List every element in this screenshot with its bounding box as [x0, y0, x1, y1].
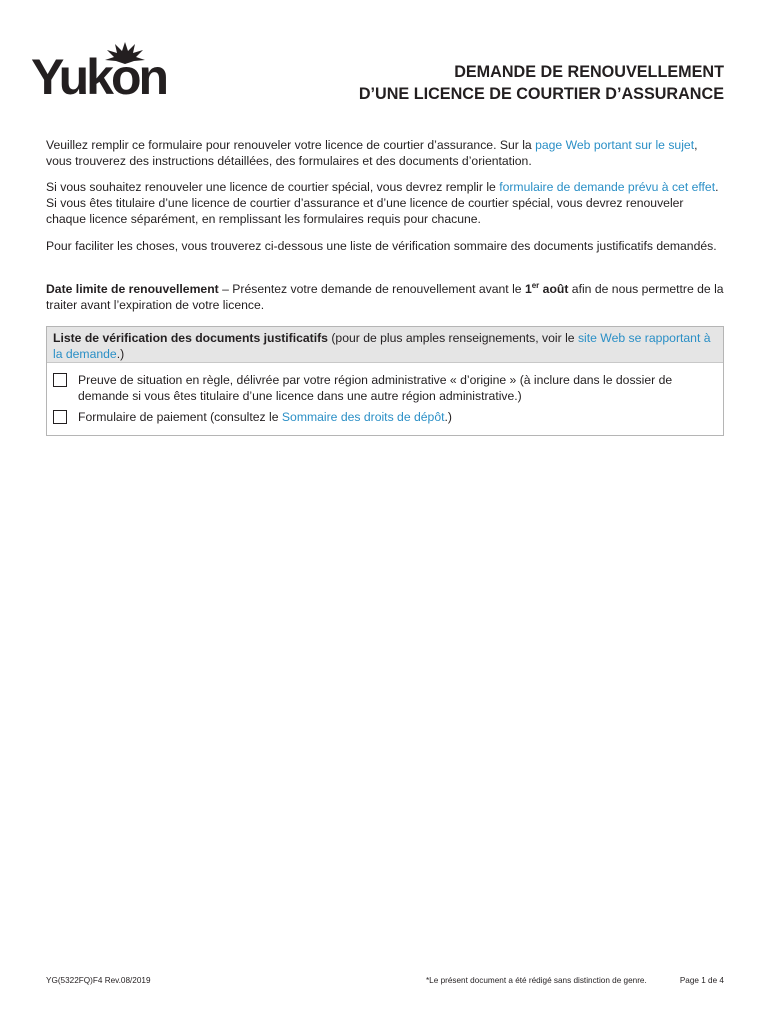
page-title: [359, 61, 724, 105]
deadline-month: août: [539, 282, 569, 296]
gender-note: *Le présent document a été rédigé sans distinction de genre.: [426, 976, 647, 985]
intro-paragraph-1: [46, 137, 726, 169]
page-number: Page 1 de 4: [679, 976, 724, 985]
p1-text-start: Veuillez remplir ce formulaire pour renouveler votre licence de courtier d’assurance. Sur la: [46, 138, 536, 152]
checklist-box: [46, 326, 724, 436]
intro-paragraph-2: [46, 179, 726, 227]
topic-webpage-link[interactable]: page Web portant sur le sujet: [535, 138, 695, 152]
p1-text-end: , vous trouverez des instructions détaillées, des formulaires et des documents d’orientation.: [46, 138, 698, 168]
payment-form-checkbox[interactable]: [53, 410, 67, 424]
logo-wordmark: Yukon: [31, 49, 167, 105]
title-line-1: DEMANDE DE RENOUVELLEMENT: [454, 63, 724, 81]
application-site-link[interactable]: site Web se rapportant à la demande: [53, 331, 711, 361]
checklist-heading: Liste de vérification des documents justificatifs: [53, 331, 328, 345]
good-standing-checkbox[interactable]: [53, 373, 67, 387]
deadline-superscript: er: [531, 280, 540, 290]
good-standing-label: Preuve de situation en règle, délivrée par votre région administrative « d’origine » (à inclure dans le dossier de demande si vous êtes titulaire d’une licence dans une autre région administrative.): [78, 373, 673, 403]
title-line-2: D’UNE LICENCE DE COURTIER D’ASSURANCE: [358, 85, 724, 103]
deadline-text-start: – Présentez votre demande de renouvellement avant le: [218, 282, 525, 296]
intro-paragraph-3: Pour faciliter les choses, vous trouverez ci-dessous une liste de vérification sommaire des documents justificatifs demandés.: [46, 239, 717, 253]
deadline-paragraph: [46, 281, 726, 313]
special-broker-form-link[interactable]: formulaire de demande prévu à cet effet: [499, 180, 716, 194]
deadline-day: 1: [524, 282, 532, 296]
checklist-heading-text: (pour de plus amples renseignements, voir le: [327, 331, 578, 345]
form-code: YG(5322FQ)F4 Rev.08/2019: [46, 976, 151, 985]
p2-text-start: Si vous souhaitez renouveler une licence de courtier spécial, vous devrez remplir le: [46, 180, 500, 194]
filing-fees-link[interactable]: Sommaire des droits de dépôt: [281, 410, 445, 424]
payment-form-label: [78, 409, 718, 425]
deadline-text-end: afin de nous permettre de la traiter avant l’expiration de votre licence.: [46, 282, 724, 312]
deadline-label: Date limite de renouvellement: [46, 282, 219, 296]
yukon-logo: [31, 42, 171, 104]
checklist-heading-end: .): [116, 347, 125, 361]
payment-form-text-end: .): [444, 410, 452, 424]
p2-text-end: . Si vous êtes titulaire d’une licence de courtier d’assurance et d’une licence de courtier spécial, vous devrez renouveler chaque licence séparément, en remplissant les formulaires requis pour chacune.: [46, 180, 719, 226]
payment-form-text: Formulaire de paiement (consultez le: [78, 410, 282, 424]
checklist-header: [47, 327, 723, 363]
